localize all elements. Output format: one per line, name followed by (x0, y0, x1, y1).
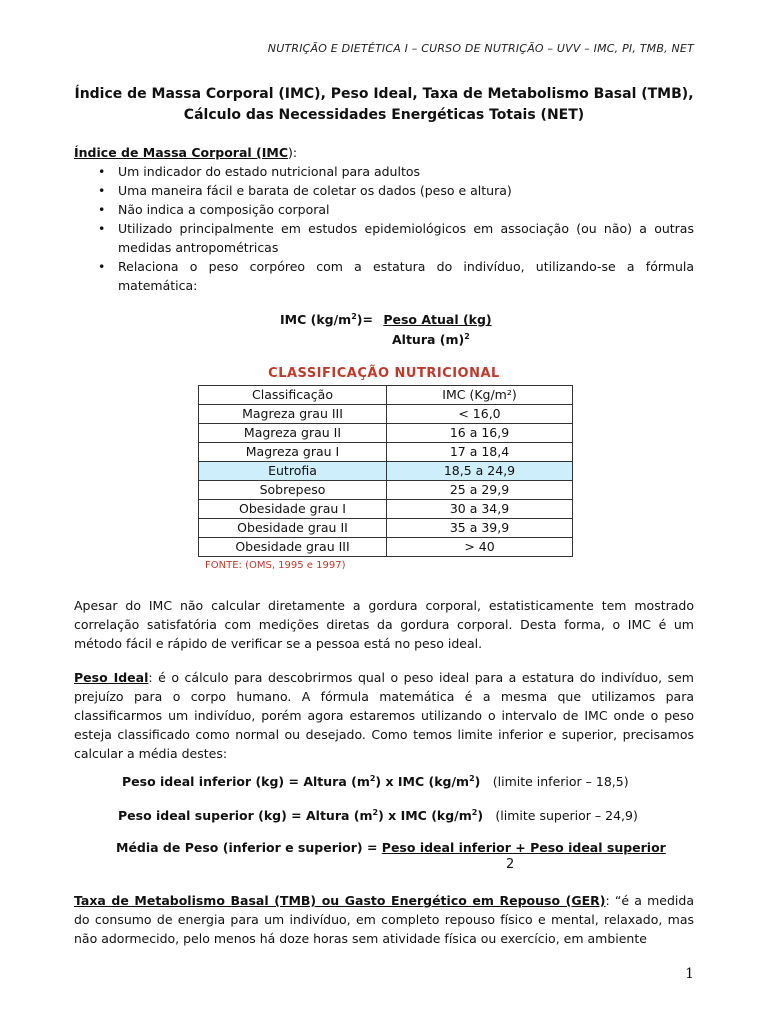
title-line-2: Cálculo das Necessidades Energéticas Totais (NET) (183, 107, 585, 123)
table-cell: Magreza grau III (199, 405, 387, 424)
table-cell: Obesidade grau III (199, 538, 387, 557)
formula-superior-note: (limite superior – 24,9) (495, 808, 638, 824)
imc-formula-denominator-text: Altura (m) (392, 332, 465, 348)
imc-heading (74, 143, 694, 162)
peso-ideal-text: : é o cálculo para descobrirmos qual o peso ideal para a estatura do indivíduo, sem prejuízo para o corpo humano. A fórmula matemática é a mesma que utilizamos para classificarmos um indivíduo, porém agora estaremos utilizando o intervalo de IMC onde o peso esteja classificado como normal ou desejado. Como temos limite inferior e superior, precisamos calcular a média destes: (74, 670, 694, 761)
list-item: • Utilizado principalmente em estudos epidemiológicos em associação (ou não) a outras medidas antropométricas (74, 219, 694, 257)
table-row-highlighted (199, 462, 573, 481)
formula-superior-exp: 2 (471, 808, 478, 817)
imc-formula-lhs-exp: 2 (351, 312, 357, 321)
formula-media-peso (116, 840, 666, 855)
table-cell: 16 a 16,9 (387, 424, 573, 443)
table-cell: > 40 (387, 538, 573, 557)
formula-media-denominator: 2 (506, 857, 515, 872)
imc-section (74, 143, 694, 295)
formula-inferior-note: (limite inferior – 18,5) (492, 774, 629, 790)
table-row (199, 519, 573, 538)
table-cell: < 16,0 (387, 405, 573, 424)
classification-title: CLASSIFICAÇÃO NUTRICIONAL (268, 366, 500, 381)
table-row (199, 443, 573, 462)
peso-ideal-paragraph (74, 668, 694, 763)
list-item: • Relaciona o peso corpóreo com a estatura do indivíduo, utilizando-se a fórmula matemática: (74, 257, 694, 295)
imc-bullet-list (74, 162, 694, 295)
formula-superior-exp: 2 (372, 808, 379, 817)
page-header: NUTRIÇÃO E DIETÉTICA I – CURSO DE NUTRIÇÃO – UVV – IMC, PI, TMB, NET (267, 42, 694, 55)
table-header-cell: IMC (Kg/m²) (387, 386, 573, 405)
imc-formula-lhs-end: )= (356, 312, 373, 328)
document-title (0, 84, 768, 126)
formula-superior-part: ) (477, 808, 484, 824)
imc-heading-text: Índice de Massa Corporal (IMC (74, 145, 289, 160)
table-cell: Obesidade grau II (199, 519, 387, 538)
tmb-text: : “é a medida do consumo de energia para um indivíduo, em completo repouso físico e mental, relaxado, mas não adormecido, pelo menos há doze horas sem atividade física ou exercício, em ambiente (74, 893, 694, 946)
imc-heading-suffix: ): (288, 145, 298, 160)
list-item: • Um indicador do estado nutricional para adultos (74, 162, 694, 181)
table-cell: 25 a 29,9 (387, 481, 573, 500)
imc-formula (280, 312, 492, 327)
imc-formula-denominator (392, 332, 470, 347)
title-line-1: Índice de Massa Corporal (IMC), Peso Ideal, Taxa de Metabolismo Basal (TMB), (74, 86, 694, 102)
formula-media-lhs: Média de Peso (inferior e superior) = (116, 840, 382, 855)
page-number: 1 (685, 966, 694, 982)
table-cell: Magreza grau I (199, 443, 387, 462)
tmb-paragraph (74, 891, 694, 948)
formula-inferior-exp: 2 (369, 774, 376, 783)
formula-peso-inferior (122, 774, 629, 789)
table-row (199, 538, 573, 557)
table-row (199, 481, 573, 500)
formula-media-numerator: Peso ideal inferior + Peso ideal superior (381, 840, 666, 855)
peso-ideal-heading: Peso Ideal (74, 670, 149, 685)
imc-paragraph: Apesar do IMC não calcular diretamente a gordura corporal, estatisticamente tem mostrado correlação satisfatória com medições diretas da gordura corporal. Desta forma, o IMC é um método fácil e rápido de verificar se a pessoa está no peso ideal. (74, 598, 694, 651)
imc-formula-numerator: Peso Atual (kg) (383, 312, 492, 328)
table-header-row (199, 386, 573, 405)
formula-inferior-part: ) (474, 774, 481, 790)
formula-inferior-part: Peso ideal inferior (kg) = Altura (m (122, 774, 370, 790)
table-cell: 35 a 39,9 (387, 519, 573, 538)
table-cell: Magreza grau II (199, 424, 387, 443)
imc-formula-lhs: IMC (kg/m (280, 312, 352, 328)
table-source: FONTE: (OMS, 1995 e 1997) (205, 560, 346, 571)
formula-inferior-part: ) x IMC (kg/m (375, 774, 470, 790)
table-cell: 18,5 a 24,9 (387, 462, 573, 481)
formula-peso-superior (118, 808, 638, 823)
table-cell: Sobrepeso (199, 481, 387, 500)
classification-table (198, 385, 573, 557)
table-cell: Obesidade grau I (199, 500, 387, 519)
table-row (199, 405, 573, 424)
table-row (199, 500, 573, 519)
formula-superior-part: ) x IMC (kg/m (378, 808, 472, 824)
list-item: • Uma maneira fácil e barata de coletar os dados (peso e altura) (74, 181, 694, 200)
table-cell: 17 a 18,4 (387, 443, 573, 462)
tmb-heading: Taxa de Metabolismo Basal (TMB) ou Gasto Energético em Repouso (GER) (74, 893, 606, 908)
table-row (199, 424, 573, 443)
formula-superior-part: Peso ideal superior (kg) = Altura (m (118, 808, 373, 824)
formula-inferior-exp: 2 (469, 774, 475, 783)
table-cell: 30 a 34,9 (387, 500, 573, 519)
imc-formula-denominator-exp: 2 (464, 332, 470, 341)
list-item: • Não indica a composição corporal (74, 200, 694, 219)
table-header-cell: Classificação (199, 386, 387, 405)
table-cell: Eutrofia (199, 462, 387, 481)
